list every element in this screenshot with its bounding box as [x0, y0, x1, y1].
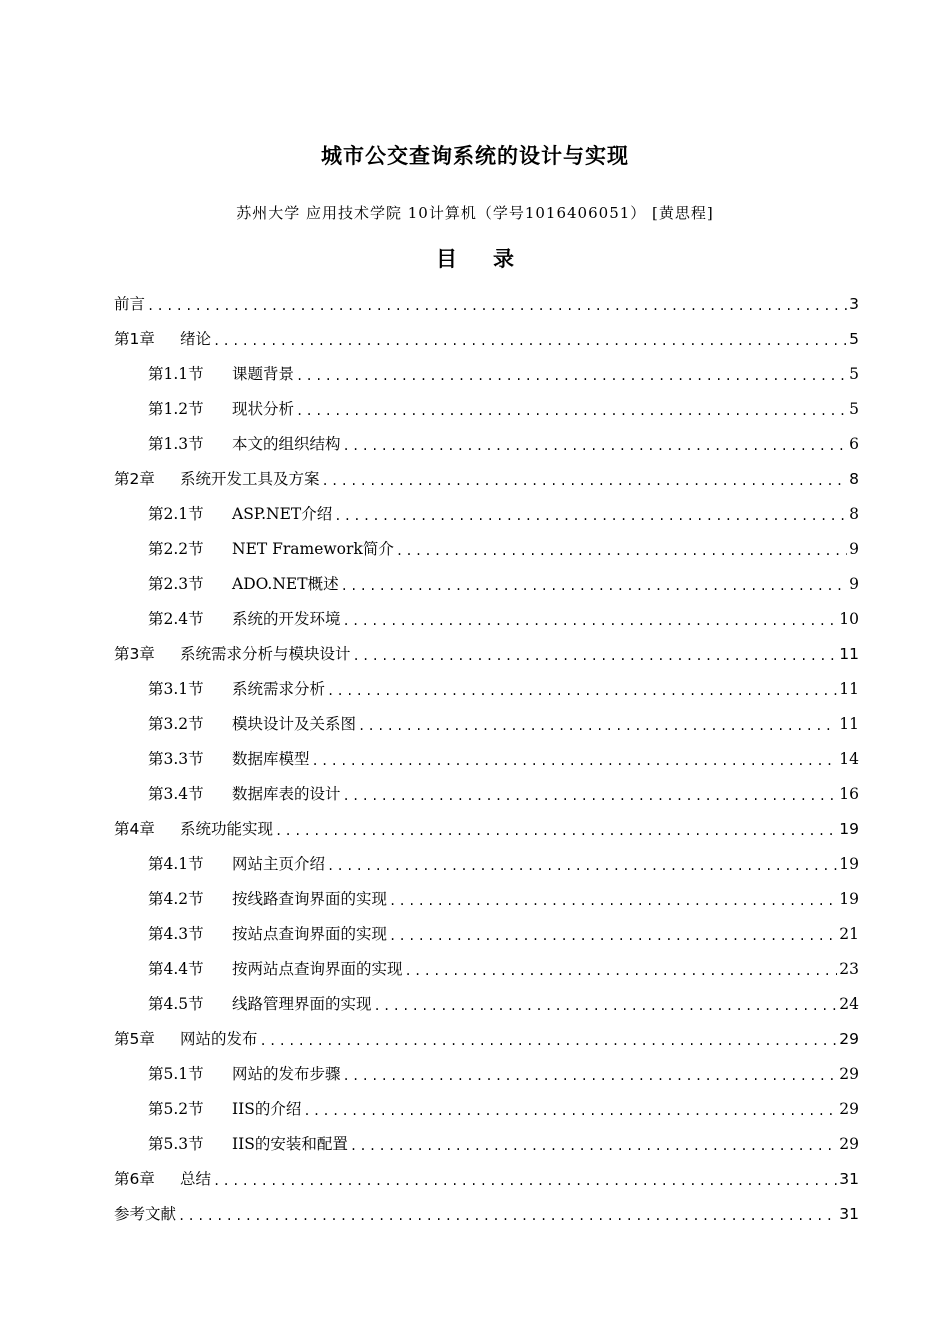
toc-entry-number: 第5.3节 [148, 1135, 204, 1153]
toc-entry-page-number: 29 [839, 1030, 859, 1048]
toc-entry-page-number: 11 [839, 645, 859, 663]
toc-entry-page-number: 19 [839, 855, 859, 873]
toc-entry-page-number: 19 [839, 820, 859, 838]
toc-entry-page-number: 14 [839, 750, 859, 768]
toc-entry-label [114, 467, 320, 491]
toc-dot-leader [389, 894, 837, 908]
table-of-contents [114, 281, 859, 1226]
toc-entry-title: 线路管理界面的实现 [232, 995, 372, 1013]
toc-entry-section[interactable] [114, 981, 859, 1016]
toc-dot-leader [343, 439, 848, 453]
toc-entry-title: ADO.NET概述 [232, 575, 339, 593]
toc-entry-number: 第4.4节 [148, 960, 204, 978]
document-subtitle: 苏州大学 应用技术学院 10计算机（学号1016406051） [黄思程] [236, 204, 714, 222]
toc-dot-leader [350, 1139, 837, 1153]
toc-dot-leader [341, 579, 848, 593]
toc-dot-leader [396, 544, 847, 558]
toc-entry-page-number: 5 [849, 400, 859, 418]
toc-entry-title: 系统需求分析 [232, 680, 326, 698]
toc-entry-title: ASP.NET介绍 [232, 505, 333, 523]
toc-dot-leader [147, 299, 847, 313]
toc-entry-page-number: 11 [839, 715, 859, 733]
toc-entry-label [148, 607, 341, 631]
toc-entry-page-number: 10 [839, 610, 859, 628]
toc-entry-title: IIS的安装和配置 [232, 1135, 348, 1153]
toc-dot-leader [343, 789, 838, 803]
toc-dot-leader [303, 1104, 837, 1118]
toc-entry-section[interactable] [114, 1086, 859, 1121]
toc-entry-section[interactable] [114, 386, 859, 421]
toc-entry-section[interactable] [114, 736, 859, 771]
toc-entry-page-number: 29 [839, 1135, 859, 1153]
toc-entry-label [114, 1167, 211, 1191]
toc-entry-section[interactable] [114, 1051, 859, 1086]
toc-dot-leader [260, 1034, 838, 1048]
toc-entry-number: 第3.3节 [148, 750, 204, 768]
toc-entry-title: 参考文献 [114, 1205, 177, 1223]
toc-entry-section[interactable] [114, 911, 859, 946]
toc-entry-chapter[interactable] [114, 456, 859, 491]
toc-entry-label [148, 502, 332, 526]
toc-entry-title: IIS的介绍 [232, 1100, 302, 1118]
toc-entry-label [148, 747, 310, 771]
toc-entry-number: 第2.2节 [148, 540, 204, 558]
toc-entry-chapter[interactable] [114, 1016, 859, 1051]
toc-entry-title: 按两站点查询界面的实现 [232, 960, 403, 978]
toc-entry-number: 第1.1节 [148, 365, 204, 383]
toc-entry-label [114, 1027, 258, 1051]
toc-dot-leader [296, 404, 847, 418]
toc-entry-label [148, 887, 387, 911]
toc-entry-page-number: 5 [849, 330, 859, 348]
toc-entry-section[interactable] [114, 876, 859, 911]
toc-entry-page-number: 5 [849, 365, 859, 383]
toc-entry-label [148, 712, 356, 736]
toc-dot-leader [296, 369, 847, 383]
toc-entry-number: 第4.2节 [148, 890, 204, 908]
toc-entry-section[interactable] [114, 421, 859, 456]
toc-entry-title: 课题背景 [232, 365, 295, 383]
toc-entry-section[interactable] [114, 561, 859, 596]
toc-entry-chapter[interactable] [114, 631, 859, 666]
toc-entry-page-number: 29 [839, 1065, 859, 1083]
toc-entry-number: 第4.5节 [148, 995, 204, 1013]
toc-entry-number: 第2.1节 [148, 505, 204, 523]
document-title: 城市公交查询系统的设计与实现 [321, 144, 629, 168]
toc-entry-title: NET Framework简介 [232, 540, 394, 558]
toc-entry-number: 第5章 [114, 1030, 155, 1048]
toc-dot-leader [389, 929, 837, 943]
toc-entry-title: 网站的发布步骤 [232, 1065, 341, 1083]
toc-entry-title: 绪论 [180, 330, 212, 348]
toc-heading: 目录 [436, 247, 550, 271]
toc-entry-page-number: 6 [849, 435, 859, 453]
toc-dot-leader [312, 754, 838, 768]
toc-entry-section[interactable] [114, 596, 859, 631]
toc-entry-label [148, 1132, 348, 1156]
toc-entry-label [148, 852, 325, 876]
toc-entry-chapter[interactable] [114, 1156, 859, 1191]
toc-dot-leader [334, 509, 847, 523]
toc-dot-leader [405, 964, 838, 978]
toc-entry-label [148, 677, 325, 701]
toc-entry-chapter[interactable] [114, 806, 859, 841]
toc-entry-label [148, 432, 341, 456]
toc-entry-title: 数据库表的设计 [232, 785, 341, 803]
toc-entry-section[interactable] [114, 491, 859, 526]
toc-entry-chapter[interactable] [114, 281, 859, 316]
toc-entry-title: 系统需求分析与模块设计 [180, 645, 351, 663]
toc-entry-number: 第5.2节 [148, 1100, 204, 1118]
toc-entry-title: 系统的开发环境 [232, 610, 341, 628]
toc-entry-page-number: 11 [839, 680, 859, 698]
toc-dot-leader [178, 1209, 837, 1223]
toc-entry-number: 第2.3节 [148, 575, 204, 593]
toc-dot-leader [343, 614, 838, 628]
toc-entry-title: 网站主页介绍 [232, 855, 326, 873]
toc-entry-title: 现状分析 [232, 400, 295, 418]
toc-entry-number: 第1.2节 [148, 400, 204, 418]
toc-entry-label [148, 957, 403, 981]
toc-dot-leader [327, 684, 837, 698]
toc-entry-page-number: 31 [839, 1205, 859, 1223]
toc-entry-label [114, 292, 145, 316]
toc-entry-label [148, 572, 339, 596]
toc-entry-page-number: 3 [849, 295, 859, 313]
toc-entry-page-number: 31 [839, 1170, 859, 1188]
toc-entry-label [148, 922, 387, 946]
toc-dot-leader [374, 999, 838, 1013]
toc-entry-page-number: 29 [839, 1100, 859, 1118]
toc-dot-leader [322, 474, 848, 488]
toc-entry-title: 模块设计及关系图 [232, 715, 357, 733]
toc-dot-leader [353, 649, 838, 663]
toc-entry-page-number: 19 [839, 890, 859, 908]
toc-dot-leader [327, 859, 837, 873]
toc-entry-label [148, 397, 294, 421]
toc-entry-label [148, 1097, 301, 1121]
toc-entry-title: 数据库模型 [232, 750, 310, 768]
toc-entry-section[interactable] [114, 841, 859, 876]
toc-entry-title: 本文的组织结构 [232, 435, 341, 453]
toc-entry-page-number: 23 [839, 960, 859, 978]
toc-entry-page-number: 16 [839, 785, 859, 803]
toc-entry-number: 第3章 [114, 645, 155, 663]
toc-entry-number: 第4.3节 [148, 925, 204, 943]
toc-entry-label [114, 642, 351, 666]
toc-entry-number: 第3.2节 [148, 715, 204, 733]
toc-entry-section[interactable] [114, 946, 859, 981]
toc-entry-section[interactable] [114, 351, 859, 386]
toc-entry-label [148, 537, 394, 561]
toc-entry-title: 按线路查询界面的实现 [232, 890, 388, 908]
toc-dot-leader [213, 1174, 837, 1188]
toc-entry-title: 前言 [114, 295, 146, 313]
toc-entry-number: 第4.1节 [148, 855, 204, 873]
toc-entry-page-number: 9 [849, 575, 859, 593]
toc-entry-number: 第3.1节 [148, 680, 204, 698]
toc-entry-page-number: 9 [849, 540, 859, 558]
toc-dot-leader [275, 824, 837, 838]
toc-entry-number: 第2章 [114, 470, 155, 488]
toc-entry-section[interactable] [114, 701, 859, 736]
toc-dot-leader [358, 719, 837, 733]
toc-entry-label [148, 782, 341, 806]
toc-entry-title: 系统开发工具及方案 [180, 470, 320, 488]
toc-entry-number: 第4章 [114, 820, 155, 838]
toc-entry-label [148, 992, 372, 1016]
toc-entry-page-number: 8 [849, 505, 859, 523]
toc-entry-section[interactable] [114, 771, 859, 806]
toc-entry-number: 第1.3节 [148, 435, 204, 453]
toc-entry-title: 总结 [180, 1170, 212, 1188]
toc-entry-page-number: 8 [849, 470, 859, 488]
toc-entry-label [114, 327, 211, 351]
toc-entry-chapter[interactable] [114, 1191, 859, 1226]
toc-entry-label [114, 817, 273, 841]
toc-entry-page-number: 21 [839, 925, 859, 943]
toc-entry-number: 第2.4节 [148, 610, 204, 628]
toc-entry-chapter[interactable] [114, 316, 859, 351]
toc-entry-number: 第1章 [114, 330, 155, 348]
toc-entry-label [114, 1202, 176, 1226]
toc-entry-section[interactable] [114, 526, 859, 561]
toc-entry-title: 按站点查询界面的实现 [232, 925, 388, 943]
toc-dot-leader [213, 334, 847, 348]
toc-entry-title: 系统功能实现 [180, 820, 274, 838]
toc-entry-section[interactable] [114, 666, 859, 701]
toc-entry-number: 第6章 [114, 1170, 155, 1188]
toc-entry-label [148, 1062, 341, 1086]
toc-entry-section[interactable] [114, 1121, 859, 1156]
toc-entry-page-number: 24 [839, 995, 859, 1013]
toc-entry-label [148, 362, 294, 386]
toc-dot-leader [343, 1069, 838, 1083]
toc-entry-number: 第5.1节 [148, 1065, 204, 1083]
toc-entry-number: 第3.4节 [148, 785, 204, 803]
toc-entry-title: 网站的发布 [180, 1030, 258, 1048]
